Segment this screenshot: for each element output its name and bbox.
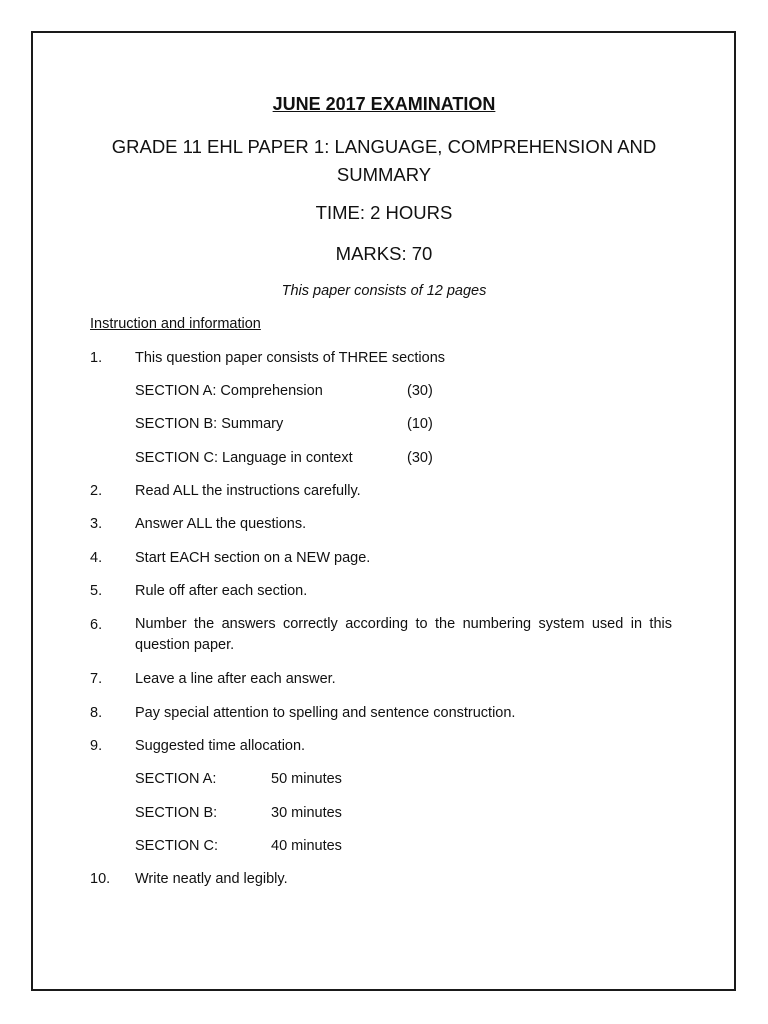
exam-title: JUNE 2017 EXAMINATION — [272, 94, 496, 114]
list-item-number: 1. — [90, 350, 103, 366]
total-marks: MARKS: 70 — [335, 243, 433, 264]
time-section-c-value: 40 minutes — [271, 838, 342, 854]
time-section-c-label: SECTION C: — [135, 838, 218, 854]
list-item-number: 7. — [90, 671, 103, 687]
section-c-label: SECTION C: Language in context — [135, 450, 353, 466]
list-item-number: 5. — [90, 583, 103, 599]
list-item-text: Number the answers correctly according to the numbering system used in this question paper. — [135, 616, 672, 653]
list-item-number: 2. — [90, 483, 103, 499]
list-item-number: 10. — [90, 871, 111, 887]
list-item-number: 4. — [90, 550, 103, 566]
list-item-number: 6. — [90, 617, 103, 633]
list-item-text: Pay special attention to spelling and sentence construction. — [135, 705, 516, 721]
time-section-b-value: 30 minutes — [271, 805, 342, 821]
section-a-label: SECTION A: Comprehension — [135, 383, 323, 399]
list-item-text: Rule off after each section. — [135, 583, 308, 599]
time-section-a-label: SECTION A: — [135, 771, 217, 787]
instructions-heading: Instruction and information — [90, 316, 261, 332]
page-count-note: This paper consists of 12 pages — [281, 283, 487, 299]
list-item-text: Suggested time allocation. — [135, 738, 306, 754]
list-item-text: Write neatly and legibly. — [135, 871, 288, 887]
list-item-number: 8. — [90, 705, 103, 721]
list-item-text: Read ALL the instructions carefully. — [135, 483, 361, 499]
list-item-text: Leave a line after each answer. — [135, 671, 336, 687]
paper-title: GRADE 11 EHL PAPER 1: LANGUAGE, COMPREHENSION AND SUMMARY — [111, 136, 657, 185]
time-allowed: TIME: 2 HOURS — [315, 202, 453, 223]
time-section-b-label: SECTION B: — [135, 805, 218, 821]
list-item-number: 3. — [90, 516, 103, 532]
section-b-label: SECTION B: Summary — [135, 416, 284, 432]
section-a-marks: (30) — [407, 383, 433, 399]
section-c-marks: (30) — [407, 450, 433, 466]
time-section-a-value: 50 minutes — [271, 771, 342, 787]
list-item-number: 9. — [90, 738, 103, 754]
list-item-text: Answer ALL the questions. — [135, 516, 307, 532]
list-item-text: Start EACH section on a NEW page. — [135, 550, 371, 566]
section-b-marks: (10) — [407, 416, 433, 432]
list-item-text: This question paper consists of THREE sections — [135, 350, 446, 366]
